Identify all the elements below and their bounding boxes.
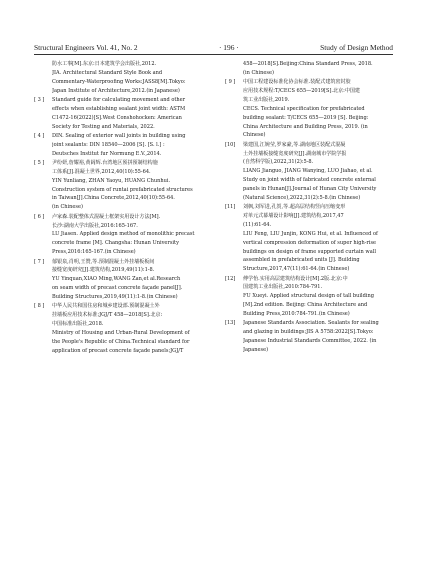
reference-line: (11):61-64. — [243, 221, 272, 228]
reference-text — [52, 96, 202, 131]
reference-line: the People's Republic of China.Technical standard for — [52, 338, 190, 345]
reference-number: [ 4 ] — [34, 132, 45, 139]
reference-line: 对单元式幕墙设计影响[J].建筑结构,2017,47 — [243, 213, 344, 220]
reference-text — [243, 319, 393, 354]
reference-line: 中华人民共和国住房和城乡建设部.预制混凝土外 — [52, 303, 160, 310]
reference-line: CECS. Technical specification for prefabricated — [243, 105, 365, 112]
reference-entry — [34, 159, 202, 212]
reference-line: Chinese) — [243, 132, 266, 139]
reference-line: (in Chinese) — [243, 69, 274, 76]
reference-line: Standard guide for calculating movement and other — [52, 96, 186, 103]
reference-line: Study on joint width of fabricated concrete external — [243, 177, 376, 184]
reference-line: 傅学怡.实用高层建筑结构设计[M].2版.北京:中 — [243, 275, 348, 282]
reference-number: [ 3 ] — [34, 96, 45, 103]
reference-line: building sealant: T/CECS 655—2019 [S]. Beijing: — [243, 114, 369, 121]
reference-line: LIANG Jianguo, JIANG Wanying, LUO Jiahao, et al. — [243, 168, 373, 175]
reference-number: [ 9 ] — [225, 79, 236, 86]
reference-line: (in Chinese) — [52, 204, 83, 211]
reference-line: Building Structures,2019,49(11):1-8.(in Chinese) — [52, 293, 178, 300]
reference-line: 尹纷妍,詹耀裕,黄阔辉.台湾地区预拼预制结构施 — [52, 160, 158, 167]
reference-entry — [225, 319, 393, 354]
reference-line: on seam width of precast concrete façade panel[J]. — [52, 285, 183, 292]
section-title: Study of Design Method — [320, 43, 393, 52]
reference-line: LIU Feng, LIU Junjin, KONG Hui, et al. Influenced of — [243, 230, 378, 237]
reference-entry — [34, 60, 202, 95]
reference-entry — [34, 213, 202, 257]
reference-line: and glazing in buildings:JIS A 5758:2022[S].Tokyo: — [243, 329, 374, 336]
reference-number: [13] — [225, 320, 236, 327]
reference-text — [52, 60, 202, 95]
reference-entry — [225, 203, 393, 274]
reference-text — [243, 78, 393, 140]
reference-line: China Architecture and Building Press, 2019. (in — [243, 123, 368, 130]
reference-line: DIN. Sealing of exterior wall joints in building using — [52, 132, 186, 139]
reference-line: 卢家森.装配整体式混凝土框架实用设计方法[M]. — [52, 213, 161, 220]
reference-line: 长沙:湖南大学出版社,2016:165-167. — [52, 222, 138, 229]
reference-text — [52, 213, 202, 257]
reference-line: 土外挂墙板接缝宽度研究[J].湖南城市学院学报 — [243, 150, 347, 157]
reference-line: Japanese Standards Association. Sealants for sealing — [243, 320, 379, 327]
reference-line: LU Jiasen. Applied design method of monolithic precast — [52, 231, 195, 238]
reference-line: 中国标准出版社,2018. — [52, 321, 104, 328]
reference-line: (Natural Science),2022,31(2):5-8.(in Chinese) — [243, 194, 361, 201]
reference-line: concrete frame [M]. Changsha: Hunan University — [52, 240, 179, 247]
running-header — [34, 40, 393, 52]
reference-line: 接缝宽度研究[J].建筑结构,2019,49(11):1-8. — [52, 267, 155, 274]
reference-line: Commentary-Waterproofing Works:JASS8[M].Tokyo: — [52, 78, 186, 85]
reference-line: Press,2016:165-167.(in Chinese) — [52, 249, 136, 256]
reference-text — [52, 132, 202, 159]
reference-line: JIA. Architectural Standard Style Book and — [52, 69, 163, 76]
reference-line: YU Yinquan,XIAO Ming,WANG Zan,et al.Research — [52, 276, 181, 283]
header-rule — [34, 54, 393, 55]
reference-number: [10] — [225, 141, 236, 148]
reference-line: 挂墙板应用技术标准:JGJ/T 458—2018[S].北京: — [52, 312, 163, 319]
reference-line: effects when establishing sealant joint width: ASTM — [52, 105, 186, 112]
reference-line: 防水工事[M].东京:日本建筑学会出版社,2012. — [52, 61, 157, 67]
reference-line: Structure,2017,47(11):61-64.(in Chinese) — [243, 266, 350, 273]
reference-line: 刘枫,刘军进,孔贺,等.超高层结构竖向压缩变形 — [243, 204, 346, 211]
reference-line: YIN Yunliang, ZHAN Yaoyu, HUANG Chunhui. — [52, 177, 171, 184]
reference-text — [243, 60, 393, 78]
reference-entry — [34, 96, 202, 131]
reference-line: Japan Institute of Architecture,2012.(in Japanese) — [52, 87, 180, 94]
reference-line: 中国工程建设标准化协会标准.装配式建筑密封胶 — [243, 79, 351, 86]
reference-column-right — [225, 60, 393, 355]
reference-line: 458—2018[S].Beijing:China Standard Press, 2018. — [243, 61, 373, 67]
reference-line: Building Press,2010:784-791.(in Chinese) — [243, 311, 350, 317]
reference-text — [52, 302, 202, 355]
reference-line: [M].2nd edition. Beijing: China Architecture and — [243, 302, 368, 309]
reference-text — [243, 203, 393, 274]
reference-number: [ 7 ] — [34, 258, 45, 265]
reference-line: 筑工业出版社,2019. — [243, 96, 290, 103]
reference-line: in Taiwan[J].China Concrete,2012,40(10):55-64. — [52, 195, 175, 202]
reference-number: [11] — [225, 204, 236, 211]
reference-number: [12] — [225, 275, 236, 282]
reference-line: C1472-16(2022)[S].West Conshohocken: American — [52, 114, 182, 121]
journal-title: Structural Engineers Vol. 41, No. 2 — [34, 43, 138, 52]
reference-line: Japanese) — [243, 346, 269, 353]
reference-text — [243, 141, 393, 203]
reference-line: FU Xueyi. Applied structural design of tall building — [243, 293, 374, 300]
reference-entry — [34, 132, 202, 159]
reference-line: (自然科学版),2022,31(2):5-8. — [243, 159, 314, 166]
reference-entry — [225, 78, 393, 140]
reference-line: 工体系[J].混凝土世界,2012,40(10):55-64. — [52, 168, 151, 175]
reference-line: 国建筑工业出版社,2010:784-791. — [243, 284, 323, 291]
reference-number: [ 5 ] — [34, 160, 45, 167]
reference-number — [225, 60, 239, 78]
reference-line: vertical compression deformation of super high-rise — [243, 239, 377, 246]
reference-line: Japanese Industrial Standards Committee, 2022. (in — [243, 338, 377, 345]
reference-line: Deutsches Institut fur Normung E.V.,2014. — [52, 150, 162, 157]
reference-line: 应用技术规程:T/CECS 655—2019[S].北京:中国建 — [243, 88, 360, 95]
reference-line: Construction system of runtai prefabricated structures — [52, 186, 193, 193]
reference-entry — [225, 141, 393, 203]
reference-line: assembled in prefabricated units [J]. Building — [243, 257, 360, 264]
reference-line: buildings on design of frame supported curtain wall — [243, 248, 376, 255]
reference-entry — [225, 275, 393, 319]
reference-number — [34, 60, 48, 95]
reference-line: Ministry of Housing and Urban-Rural Development of — [52, 329, 190, 336]
reference-number: [ 8 ] — [34, 303, 45, 310]
reference-text — [52, 258, 202, 302]
reference-line: Society for Testing and Materials, 2022. — [52, 123, 155, 130]
reference-text — [243, 275, 393, 319]
reference-line: panels in Hunan[J].Journal of Hunan City University — [243, 186, 377, 192]
page-number: · 196 · — [219, 43, 239, 52]
reference-number: [ 6 ] — [34, 213, 45, 220]
reference-entry — [34, 258, 202, 302]
reference-text — [52, 159, 202, 212]
reference-line: 梁建国,江婉莹,罗家豪,等.湖南地区装配式混凝 — [243, 141, 346, 148]
reference-entry — [225, 60, 393, 78]
reference-entry — [34, 302, 202, 355]
reference-line: joint sealants: DIN 18540—2006 [S]. [S. l.] : — [52, 141, 165, 148]
reference-line: application of precast concrete façade panels:JGJ/T — [52, 347, 184, 354]
reference-line: 郁银泉,肖明,王赞,等.预制混凝土外挂墙板板间 — [52, 258, 155, 265]
reference-column-left — [34, 60, 202, 356]
